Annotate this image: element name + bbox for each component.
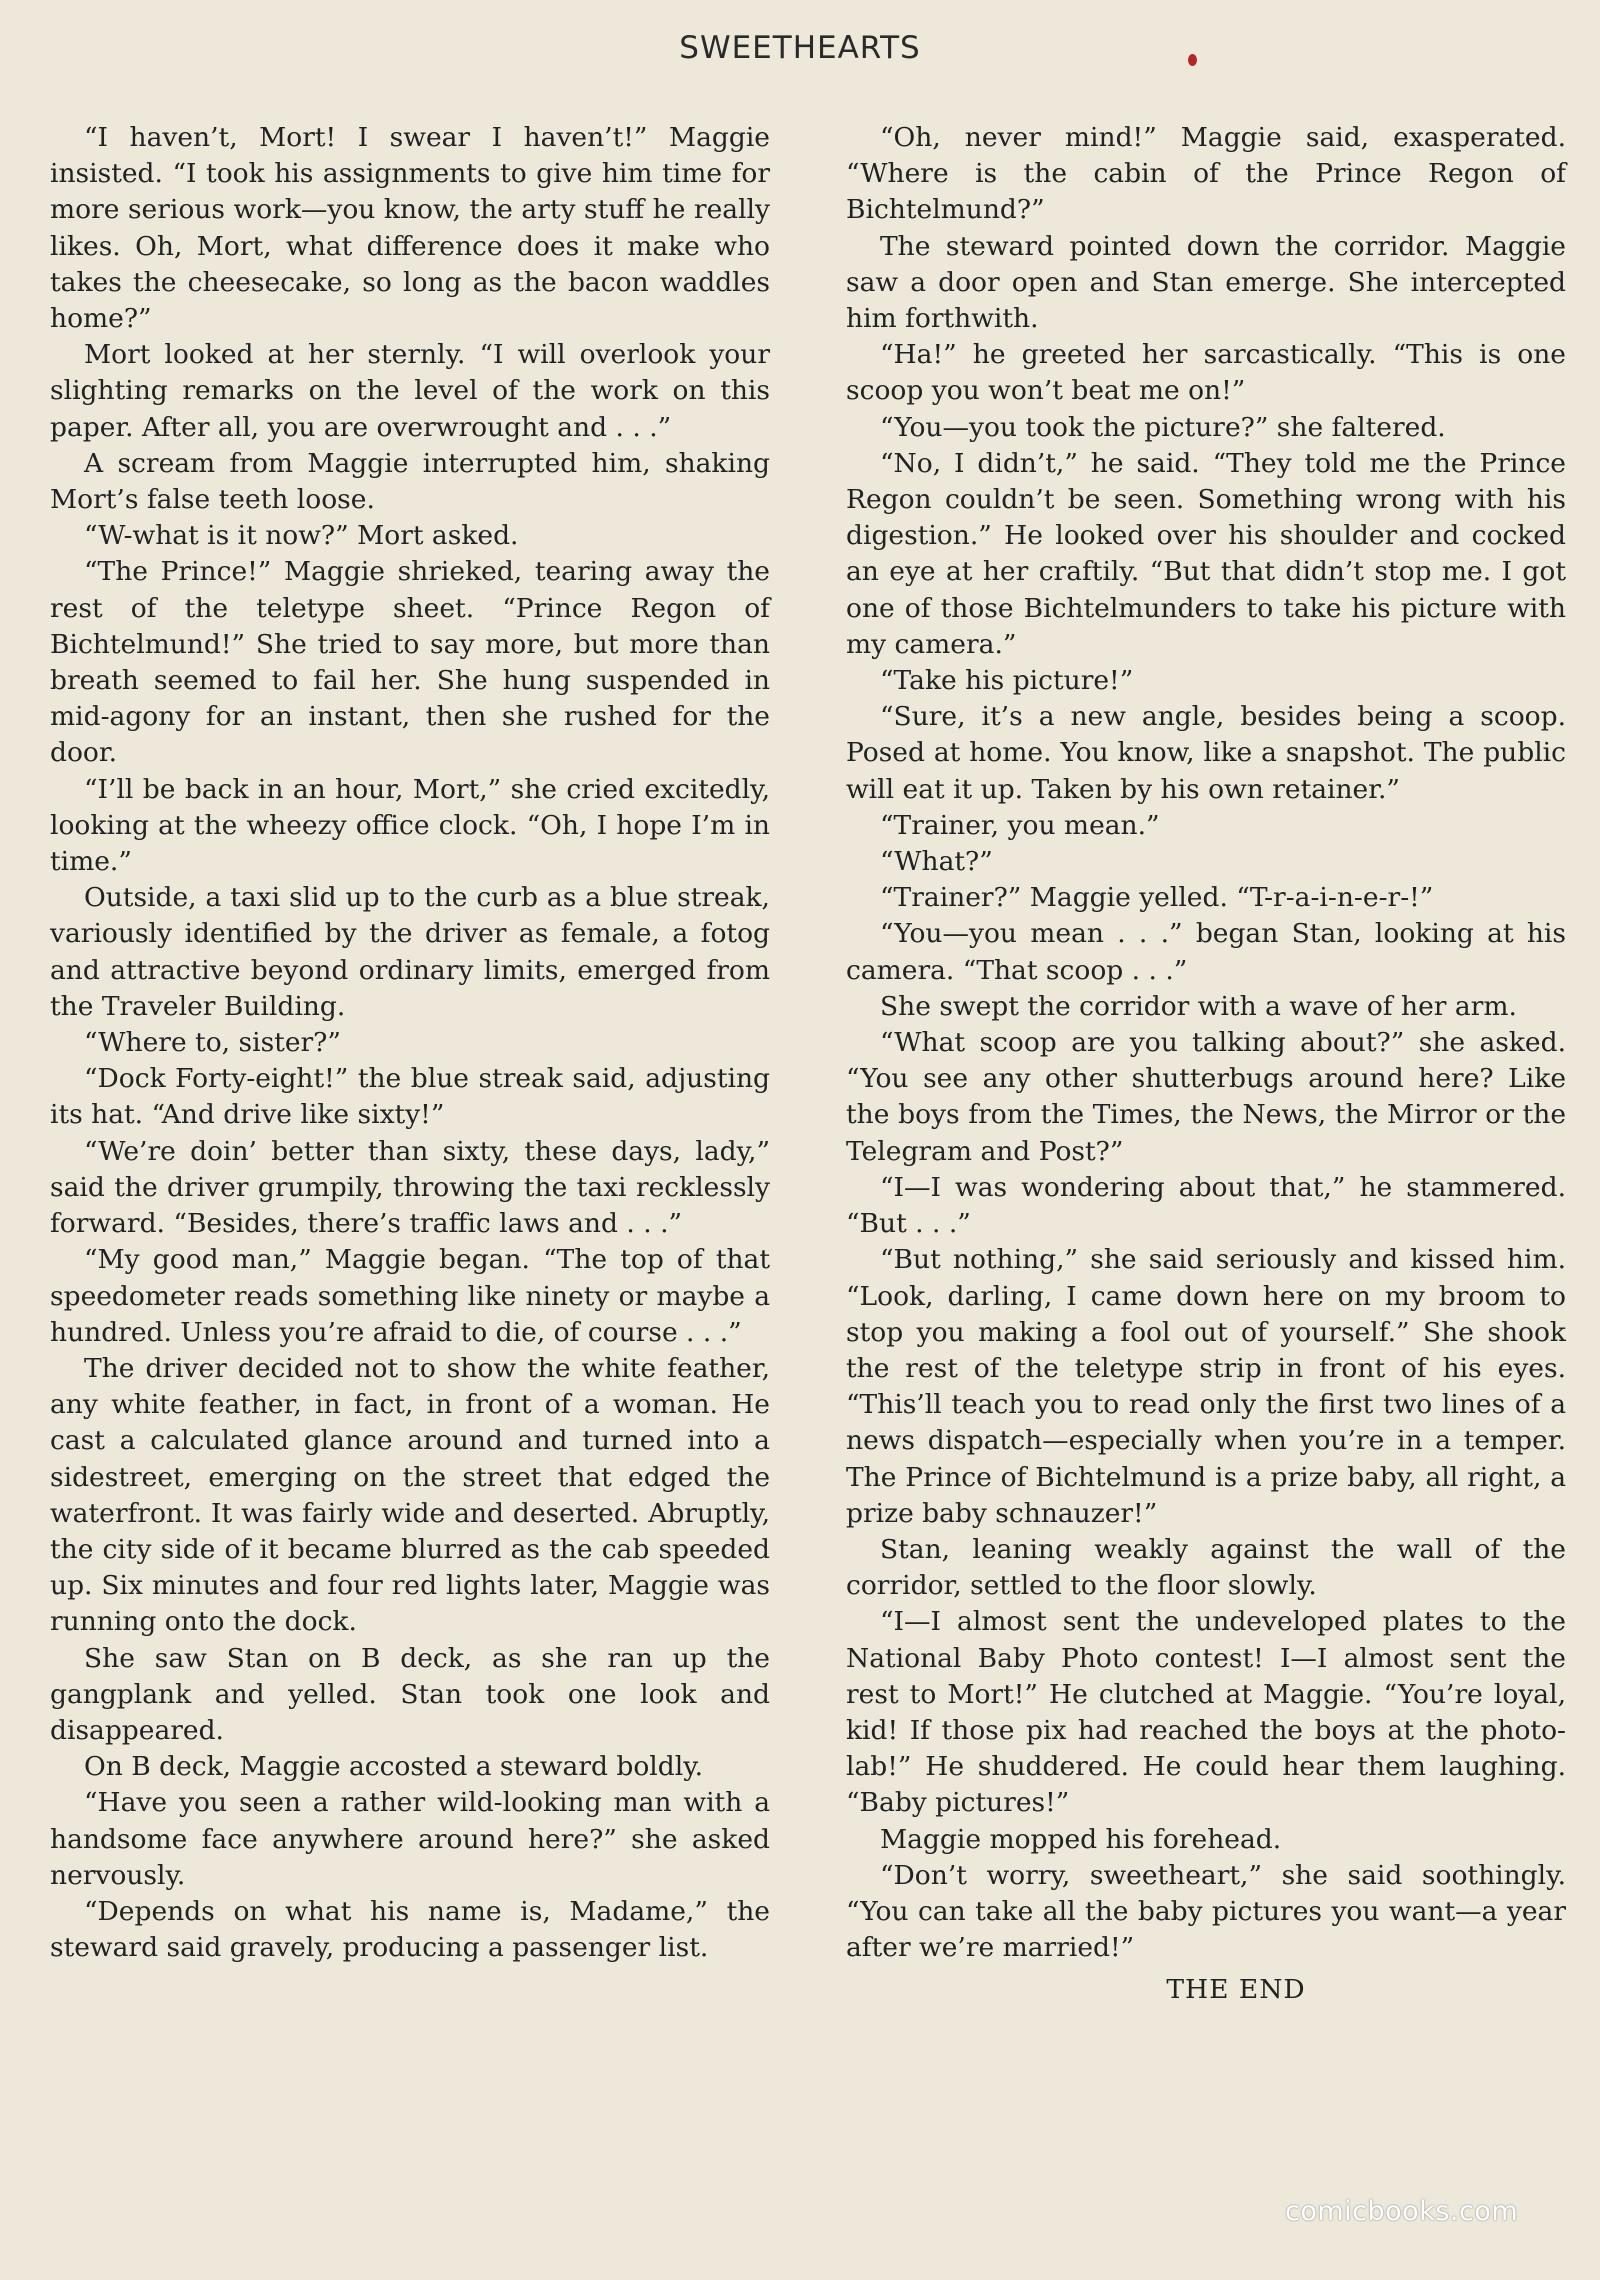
paragraph: “Trainer, you mean.” — [880, 809, 1160, 841]
paragraph: Outside, a taxi slid up to the curb as a blue streak, variously identified by the driver as female, a fotog and attractive beyond ordinary limits, emerged from the Traveler Building. — [50, 882, 770, 1022]
right-text-column — [846, 120, 1566, 2009]
paragraph: The driver decided not to show the white feather, any white feather, in fact, in front of a woman. He cast a calculated glance around and turned into a sidestreet, emerging on the street that edged the waterfront. It was fairly wide and deserted. Abruptly, the city side of it became blurred as the cab speeded up. Six minutes and four red lights later, Maggie was running onto the dock. — [50, 1352, 770, 1638]
page-header-title: SWEETHEARTS — [679, 30, 921, 66]
paragraph: “You—you took the picture?” she faltered. — [880, 411, 1446, 443]
paragraph: “Don’t worry, sweetheart,” she said soothingly. “You can take all the baby pictures you want—a year after we’re married!” — [846, 1859, 1566, 1964]
paragraph: Mort looked at her sternly. “I will overlook your slighting remarks on the level of the work on this paper. After all, you are overwrought and . . .” — [50, 339, 770, 443]
left-text-column — [50, 120, 770, 1966]
paragraph: “But nothing,” she said seriously and kissed him. “Look, darling, I came down here on my broom to stop you making a fool out of yourself.” She shook the rest of the teletype strip in front of his eyes. “This’ll teach you to read only the first two lines of a news dispatch—especially when you’re in a temper. The Prince of Bichtelmund is a prize baby, all right, a prize baby schnauzer!” — [846, 1244, 1566, 1529]
paragraph: “Sure, it’s a new angle, besides being a scoop. Posed at home. You know, like a snapshot. The public will eat it up. Taken by his own retainer.” — [846, 701, 1566, 805]
paragraph: “Take his picture!” — [880, 665, 1134, 697]
site-watermark: comicbooks.com — [1285, 2196, 1519, 2227]
paragraph: Stan, leaning weakly against the wall of the corridor, settled to the floor slowly. — [846, 1533, 1566, 1602]
paragraph: “What scoop are you talking about?” she asked. “You see any other shutterbugs around here? Like the boys from the Times, the News, the Mirror or the Telegram and Post?” — [846, 1027, 1566, 1167]
paragraph: “What?” — [880, 846, 993, 878]
paragraph: She swept the corridor with a wave of her arm. — [880, 990, 1517, 1022]
paragraph: “Oh, never mind!” Maggie said, exasperated. “Where is the cabin of the Prince Regon of Bichtelmund?” — [846, 122, 1566, 226]
paragraph: The steward pointed down the corridor. Maggie saw a door open and Stan emerge. She intercepted him forthwith. — [846, 230, 1566, 335]
paragraph: “Dock Forty-eight!” the blue streak said, adjusting its hat. “And drive like sixty!” — [50, 1063, 770, 1131]
paragraph: “Ha!” he greeted her sarcastically. “This is one scoop you won’t beat me on!” — [846, 339, 1566, 407]
paragraph: “No, I didn’t,” he said. “They told me the Prince Regon couldn’t be seen. Something wrong with his digestion.” He looked over his shoulder and cocked an eye at her craftily. “But that didn’t stop me. I got one of those Bichtelmunders to take his picture with my camera.” — [846, 447, 1566, 660]
paragraph: “Depends on what his name is, Madame,” the steward said gravely, producing a passenger list. — [50, 1895, 770, 1964]
paragraph: A scream from Maggie interrupted him, shaking Mort’s false teeth loose. — [50, 447, 770, 516]
paragraph: “The Prince!” Maggie shrieked, tearing away the rest of the teletype sheet. “Prince Regon of Bichtelmund!” She tried to say more, but more than breath seemed to fail her. She hung suspended in mid-agony for an instant, then she rushed for the door. — [50, 556, 770, 769]
paragraph: “We’re doin’ better than sixty, these days, lady,” said the driver grumpily, throwing the taxi recklessly forward. “Besides, there’s traffic laws and . . .” — [50, 1135, 770, 1240]
paragraph: “I haven’t, Mort! I swear I haven’t!” Maggie insisted. “I took his assignments to give him time for more serious work—you know, the arty stuff he really likes. Oh, Mort, what difference does it make who takes the cheesecake, so long as the bacon waddles home?” — [50, 122, 770, 335]
paragraph: On B deck, Maggie accosted a steward boldly. — [84, 1751, 704, 1783]
paragraph: Maggie mopped his forehead. — [880, 1823, 1282, 1855]
paragraph: “I’ll be back in an hour, Mort,” she cried excitedly, looking at the wheezy office clock. “Oh, I hope I’m in time.” — [50, 773, 770, 878]
paragraph: “Have you seen a rather wild-looking man with a handsome face anywhere around here?” she asked nervously. — [50, 1787, 770, 1891]
paragraph: “Where to, sister?” — [84, 1027, 341, 1059]
paragraph: She saw Stan on B deck, as she ran up the gangplank and yelled. Stan took one look and disappeared. — [50, 1642, 770, 1746]
paragraph: “I—I almost sent the undeveloped plates to the National Baby Photo contest! I—I almost sent the rest to Mort!” He clutched at Maggie. “You’re loyal, kid! If those pix had reached the boys at the photo-lab!” He shuddered. He could hear them laughing. “Baby pictures!” — [846, 1606, 1566, 1819]
paragraph: “Trainer?” Maggie yelled. “T-r-a-i-n-e-r-!” — [880, 882, 1434, 914]
paragraph: “My good man,” Maggie began. “The top of that speedometer reads something like ninety or maybe a hundred. Unless you’re afraid to die, of course . . .” — [50, 1244, 770, 1348]
paragraph: “I—I was wondering about that,” he stammered. “But . . .” — [846, 1171, 1566, 1240]
paragraph: “W-what is it now?” Mort asked. — [84, 520, 519, 552]
the-end-label: THE END — [1166, 1974, 1306, 2006]
ink-spot — [1188, 54, 1197, 66]
paragraph: “You—you mean . . .” began Stan, looking at his camera. “That scoop . . .” — [846, 918, 1566, 986]
